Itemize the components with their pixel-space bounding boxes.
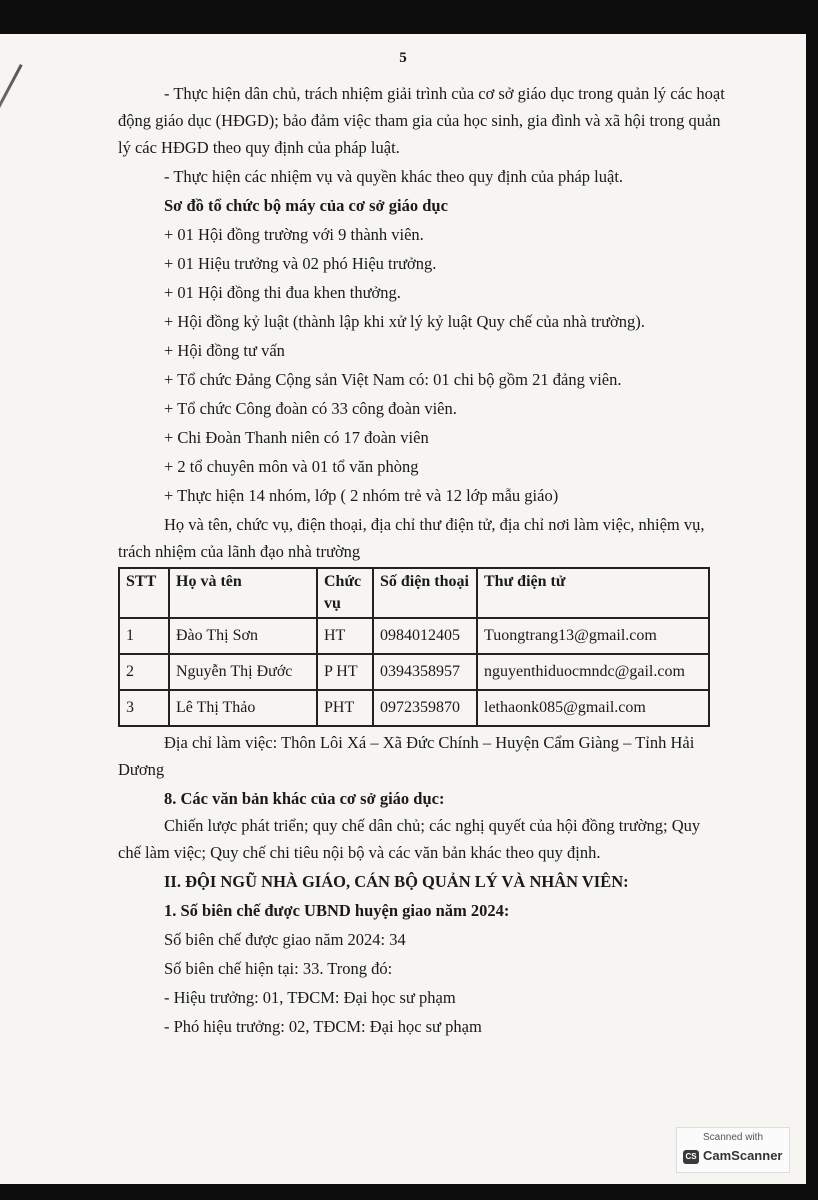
page-number: 5 <box>399 50 407 66</box>
cell-name: Nguyễn Thị Đước <box>169 654 317 690</box>
pen-mark <box>0 64 23 171</box>
table-row <box>119 618 709 654</box>
watermark-brand: CamScanner <box>703 1148 783 1163</box>
staff-line: - Hiệu trưởng: 01, TĐCM: Đại học sư phạm <box>164 988 456 1007</box>
document-content <box>118 80 726 1040</box>
cell-email: lethaonk085@gmail.com <box>477 690 709 726</box>
table-row <box>119 690 709 726</box>
org-item: + Chi Đoàn Thanh niên có 17 đoàn viên <box>164 428 429 447</box>
org-item: + Tổ chức Công đoàn có 33 công đoàn viên. <box>164 399 457 418</box>
staff-line: Số biên chế hiện tại: 33. Trong đó: <box>164 959 393 978</box>
paragraph-other-duties: - Thực hiện các nhiệm vụ và quyền khác theo quy định của pháp luật. <box>164 167 624 186</box>
cell-email: Tuongtrang13@gmail.com <box>477 618 709 654</box>
header-stt: STT <box>119 568 169 618</box>
header-email: Thư điện tử <box>477 568 709 618</box>
part-2-heading: II. ĐỘI NGŨ NHÀ GIÁO, CÁN BỘ QUẢN LÝ VÀ NHÂN VIÊN: <box>164 872 629 891</box>
header-name: Họ và tên <box>169 568 317 618</box>
paragraph-accountability: - Thực hiện dân chủ, trách nhiệm giải trình của cơ sở giáo dục trong quản lý các hoạt động giáo dục (HĐGD); bảo đảm việc tham gia của học sinh, gia đình và xã hội trong quản lý các HĐGD theo quy định của pháp luật. <box>118 84 725 157</box>
watermark-caption: Scanned with <box>702 1132 764 1143</box>
right-dark-band <box>806 0 818 1200</box>
section-8-heading: 8. Các văn bản khác của cơ sở giáo dục: <box>164 789 445 808</box>
cell-phone: 0394358957 <box>373 654 477 690</box>
cell-role: HT <box>317 618 373 654</box>
table-row <box>119 654 709 690</box>
work-address: Địa chỉ làm việc: Thôn Lôi Xá – Xã Đức Chính – Huyện Cẩm Giàng – Tỉnh Hải Dương <box>118 733 695 779</box>
org-item: + 01 Hiệu trưởng và 02 phó Hiệu trưởng. <box>164 254 437 273</box>
cell-role: P HT <box>317 654 373 690</box>
top-dark-band <box>0 0 818 34</box>
cell-phone: 0972359870 <box>373 690 477 726</box>
org-item: + Tổ chức Đảng Cộng sản Việt Nam có: 01 chi bộ gồm 21 đảng viên. <box>164 370 622 389</box>
org-item: + 2 tổ chuyên môn và 01 tổ văn phòng <box>164 457 419 476</box>
org-chart-heading: Sơ đồ tổ chức bộ máy của cơ sở giáo dục <box>164 196 448 215</box>
cell-phone: 0984012405 <box>373 618 477 654</box>
cell-email: nguyenthiduocmndc@gail.com <box>477 654 709 690</box>
leaders-table <box>118 567 710 727</box>
section-8-text: Chiến lược phát triển; quy chế dân chủ; các nghị quyết của hội đồng trường; Quy chế làm việc; Quy chế chi tiêu nội bộ và các văn bản khác theo quy định. <box>118 816 701 862</box>
cell-name: Lê Thị Thảo <box>169 690 317 726</box>
subsection-1-heading: 1. Số biên chế được UBND huyện giao năm 2024: <box>164 901 510 920</box>
cell-stt: 3 <box>119 690 169 726</box>
camscanner-watermark <box>676 1127 790 1173</box>
org-item: + 01 Hội đồng trường với 9 thành viên. <box>164 225 424 244</box>
cell-role: PHT <box>317 690 373 726</box>
org-item: + Thực hiện 14 nhóm, lớp ( 2 nhóm trẻ và 12 lớp mẫu giáo) <box>164 486 559 505</box>
leaders-intro: Họ và tên, chức vụ, điện thoại, địa chỉ thư điện tử, địa chỉ nơi làm việc, nhiệm vụ, trách nhiệm của lãnh đạo nhà trường <box>118 515 705 561</box>
bottom-dark-band <box>0 1184 818 1200</box>
org-item: + Hội đồng tư vấn <box>164 341 285 360</box>
header-phone: Số điện thoại <box>373 568 477 618</box>
header-role: Chức vụ <box>317 568 373 618</box>
org-item: + Hội đồng kỷ luật (thành lập khi xử lý kỷ luật Quy chế của nhà trường). <box>164 312 645 331</box>
cell-stt: 1 <box>119 618 169 654</box>
cell-name: Đào Thị Sơn <box>169 618 317 654</box>
staff-line: - Phó hiệu trưởng: 02, TĐCM: Đại học sư phạm <box>164 1017 482 1036</box>
camscanner-logo-icon: CS <box>683 1150 699 1164</box>
table-header-row <box>119 568 709 618</box>
cell-stt: 2 <box>119 654 169 690</box>
org-item: + 01 Hội đồng thi đua khen thưởng. <box>164 283 401 302</box>
staff-line: Số biên chế được giao năm 2024: 34 <box>164 930 406 949</box>
